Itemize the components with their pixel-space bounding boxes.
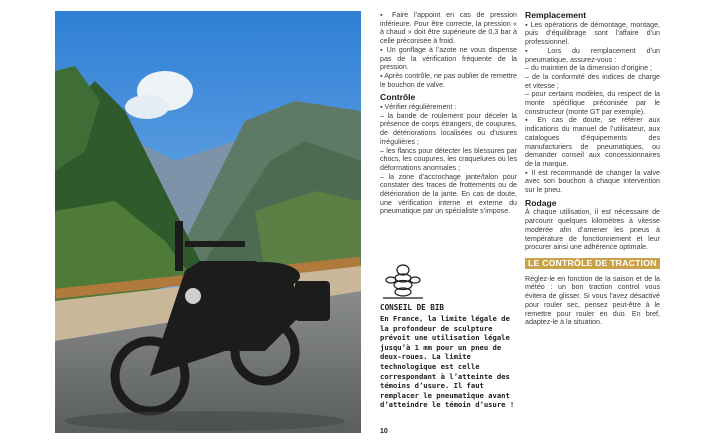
rodage-text: À chaque utilisation, il est nécessaire de parcourir quelques kilomètres à vitesse modérée afin d’amener les pneus à température de fonctionnement et leur procurer ainsi une adhérence optimale. [525, 208, 660, 252]
page-number: 10 [380, 428, 388, 435]
square-bullet-icon: ▪ [380, 71, 385, 80]
square-bullet-icon: ▪ [380, 45, 387, 54]
square-bullet-icon: ▪ [525, 46, 548, 55]
column-right [525, 11, 660, 327]
bullet-paragraph: ▪ Un gonflage à l’azote ne vous dispense pas de la vérification fréquente de la pression. [380, 45, 517, 72]
square-bullet-icon: ▪ [525, 116, 538, 125]
bullet-paragraph: ▪ Après contrôle, ne pas oublier de remettre le bouchon de valve. [380, 71, 517, 89]
section-title-controle: Contrôle [380, 92, 416, 103]
section-title-rodage: Rodage [525, 197, 557, 208]
bullet-paragraph: ▪ Lors du remplacement d’un pneumatique, assurez-vous : – du maintien de la dimension d’origine ; – de la conformité des indices de charge et vitesse ; – pour certains modèles, du respect de la monte spécifique préconisée par le constructeur (monte GT par exemple). [525, 46, 660, 116]
bullet-paragraph: ▪ Il est recommandé de changer la valve avec son bouchon à chaque intervention sur le pneu. [525, 168, 660, 195]
controle-line: – la zone d’accrochage jante/talon pour constater des traces de frottements ou de détérioration de la jante. En cas de doute, une vérification interne et externe du pneumatique par un spécialiste s’impose. [380, 172, 517, 216]
square-bullet-icon: ▪ [525, 168, 532, 177]
square-bullet-icon: ▪ [525, 20, 531, 29]
bib-text: En France, la limite légale de la profondeur de sculpture prévoit une utilisation légale jusqu’à 1 mm pour un pneu de deux-roues. La limite technologique est celle correspondant à l’atteinte des témoins d’usure. Il faut remplacer le pneumatique avant d’atteindre le témoin d’usure ! [380, 314, 515, 410]
traction-text: Réglez-le en fonction de la saison et de la météo : un bon traction control vous évitera de glisser. Si vous l’avez désactivé pour rouler sec, pensez peut-être à le remettre pour rouler en duo. En bref, adaptez-le à la situation. [525, 274, 660, 327]
motorcycle-photo [55, 11, 361, 433]
bullet-paragraph: ▪ Les opérations de démontage, montage, puis d’équilibrage sont l’affaire d’un professionnel. [525, 20, 660, 47]
controle-line: – les flancs pour détecter les blessures par chocs, les coupures, les craquelures ou les déformations anormales ; [380, 146, 517, 172]
square-bullet-icon: ▪ [380, 11, 393, 19]
bib-title: CONSEIL DE BIB [380, 303, 445, 312]
section-title-remplacement: Remplacement [525, 10, 587, 20]
conseil-de-bib-box [380, 258, 517, 410]
bullet-paragraph: ▪ En cas de doute, se référer aux indications du manuel de l’utilisateur, aux catalogues d’équipements des manufacturiers de pneumatiques, ou demander conseil aux concessionnaires de la marque. [525, 116, 660, 168]
square-bullet-icon: ▪ [380, 103, 385, 112]
bullet-paragraph: ▪ Faire l’appoint en cas de pression inférieure. Pour être correcte, la pression « à chaud » doit être supérieure de 0,3 bar à celle préconisée à froid. [380, 11, 517, 46]
column-left [380, 11, 517, 216]
traction-control-heading: LE CONTRÔLE DE TRACTION [525, 258, 660, 269]
controle-line: ▪ Vérifier régulièrement : [380, 103, 457, 112]
controle-line: – la bande de roulement pour déceler la présence de corps étrangers, de coupures, de détériorations localisées ou d’usures irrégulières ; [380, 111, 517, 146]
